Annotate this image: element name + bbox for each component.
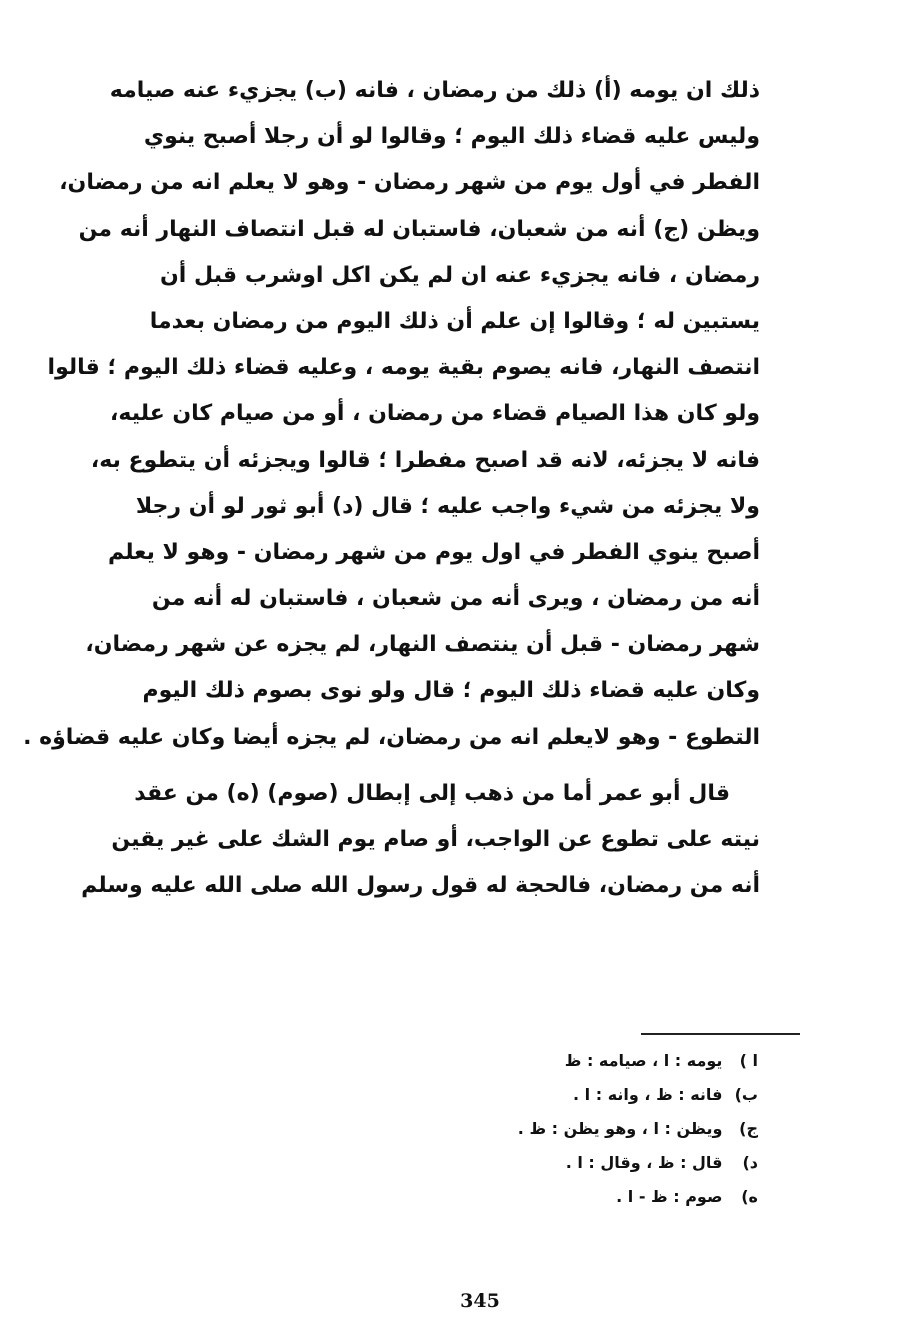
footnote-text: فانه : ظ ، وانه : ا . [573, 1085, 723, 1104]
footnote [440, 1078, 758, 1112]
text-line: نيته على تطوع عن الواجب، أو صام يوم الشك على غير يقين [111, 827, 760, 852]
footnote-mark: ه) [741, 1187, 758, 1206]
text-line: أنه من رمضان، فالحجة له قول رسول الله صلى الله عليه وسلم [81, 873, 760, 899]
footnote [440, 1180, 758, 1214]
footnote-separator [641, 1033, 800, 1035]
text-line: فانه لا يجزئه، لانه قد اصبح مفطرا ؛ قالوا ويجزئه أن يتطوع به، [90, 447, 760, 473]
text-line: وكان عليه قضاء ذلك اليوم ؛ قال ولو نوى بصوم ذلك اليوم [142, 678, 760, 704]
text-line: شهر رمضان - قبل أن ينتصف النهار، لم يجزه عن شهر رمضان، [85, 632, 760, 658]
footnote-mark: ا ) [739, 1051, 758, 1070]
paragraph-gap [160, 761, 760, 771]
text-line: قال أبو عمر أما من ذهب إلى إبطال (صوم) (ه) من عقد [134, 780, 730, 806]
footnote-text: ويظن : ا ، وهو يظن : ظ . [517, 1119, 723, 1138]
footnotes [440, 1044, 758, 1214]
text-line: وليس عليه قضاء ذلك اليوم ؛ وقالوا لو أن رجلا أصبح ينوي [143, 124, 760, 150]
footnote [440, 1044, 758, 1078]
footnote [440, 1112, 758, 1146]
text-line: ذلك ان يومه (أ) ذلك من رمضان ، فانه (ب) يجزيء عنه صيامه [109, 78, 760, 103]
paragraph-2 [81, 771, 760, 910]
text-line: الفطر في أول يوم من شهر رمضان - وهو لا يعلم انه من رمضان، [59, 170, 760, 196]
footnote-mark: د) [742, 1153, 758, 1172]
text-line: رمضان ، فانه يجزيء عنه ان لم يكن اكل اوشرب قبل أن [160, 262, 760, 288]
main-text [23, 68, 760, 909]
text-line: ويظن (ج) أنه من شعبان، فاستبان له قبل انتصاف النهار أنه من [78, 216, 760, 242]
text-line: انتصف النهار، فانه يصوم بقية يومه ، وعليه قضاء ذلك اليوم ؛ قالوا [47, 355, 760, 381]
text-line: التطوع - وهو لايعلم انه من رمضان، لم يجزه أيضا وكان عليه قضاؤه . [23, 724, 760, 750]
footnote-mark: ب) [734, 1085, 758, 1104]
footnote-mark: ج) [739, 1119, 758, 1138]
page-number: 345 [460, 1290, 500, 1312]
text-line: يستبين له ؛ وقالوا إن علم أن ذلك اليوم من رمضان بعدما [149, 308, 760, 334]
footnote-text: قال : ظ ، وقال : ا . [565, 1153, 723, 1172]
text-line: أنه من رمضان ، ويرى أنه من شعبان ، فاستبان له أنه من [151, 586, 760, 612]
text-line: ولو كان هذا الصيام قضاء من رمضان ، أو من صيام كان عليه، [110, 401, 760, 427]
footnote-text: يومه : ا ، صيامه : ظ [564, 1051, 723, 1070]
footnote-text: صوم : ظ - ا . [616, 1187, 723, 1206]
text-line: أصبح ينوي الفطر في اول يوم من شهر رمضان - وهو لا يعلم [107, 539, 760, 565]
text-line: ولا يجزئه من شيء واجب عليه ؛ قال (د) أبو ثور لو أن رجلا [135, 493, 760, 519]
paragraph-1 [23, 68, 760, 761]
footnote [440, 1146, 758, 1180]
